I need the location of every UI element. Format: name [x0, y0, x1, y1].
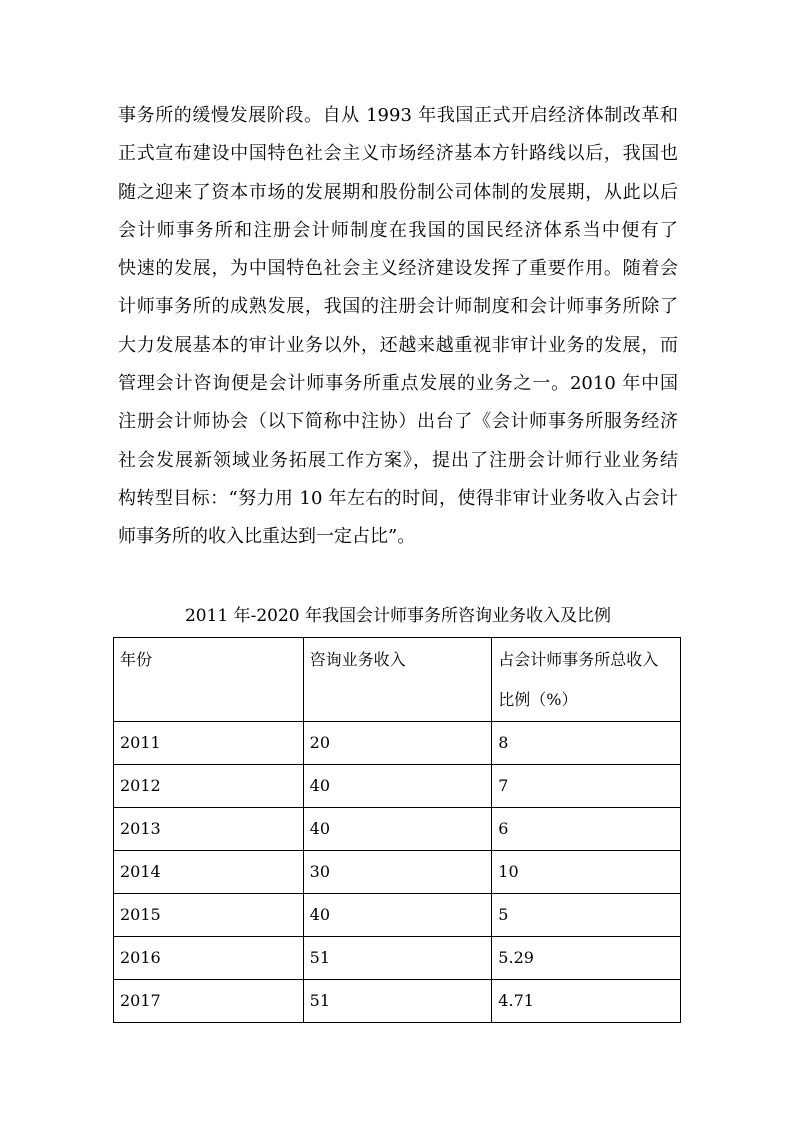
paragraph-line: 快速的发展，为中国特色社会主义经济建设发挥了重要作用。随着会 [118, 258, 678, 280]
table-header-cell: 年份 [114, 638, 304, 722]
table-cell: 2011 [114, 722, 304, 765]
table-cell: 4.71 [492, 980, 681, 1023]
table-row [114, 937, 681, 980]
table-cell: 2016 [114, 937, 304, 980]
table-row [114, 980, 681, 1023]
revenue-table [113, 637, 681, 1023]
paragraph-line: 正式宣布建设中国特色社会主义市场经济基本方针路线以后，我国也 [118, 143, 678, 165]
table-caption: 2011 年-2020 年我国会计师事务所咨询业务收入及比例 [184, 606, 612, 626]
table-cell: 40 [303, 808, 492, 851]
paragraph-line: 构转型目标：“努力用 10 年左右的时间，使得非审计业务收入占会计 [118, 487, 678, 509]
paragraph-line: 师事务所的收入比重达到一定占比”。 [118, 526, 416, 548]
paragraph-line: 大力发展基本的审计业务以外，还越来越重视非审计业务的发展，而 [118, 334, 678, 356]
table-cell: 5.29 [492, 937, 681, 980]
paragraph-line: 会计师事务所和注册会计师制度在我国的国民经济体系当中便有了 [118, 219, 678, 241]
table-cell: 8 [492, 722, 681, 765]
paragraph-line: 社会发展新领域业务拓展工作方案》，提出了注册会计师行业业务结 [118, 449, 678, 471]
table-cell: 5 [492, 894, 681, 937]
table-cell: 30 [303, 851, 492, 894]
table-cell: 2017 [114, 980, 304, 1023]
table-row [114, 722, 681, 765]
table-cell: 10 [492, 851, 681, 894]
paragraph-line: 管理会计咨询便是会计师事务所重点发展的业务之一。2010 年中国 [118, 373, 678, 395]
table-header-cell: 占会计师事务所总收入比例（%） [492, 638, 681, 722]
body-paragraph [118, 97, 678, 557]
table-header-row [114, 638, 681, 722]
table-cell: 51 [303, 980, 492, 1023]
paragraph-line: 注册会计师协会（以下简称中注协）出台了《会计师事务所服务经济 [118, 411, 678, 433]
table-cell: 6 [492, 808, 681, 851]
table-cell: 51 [303, 937, 492, 980]
table-cell: 20 [303, 722, 492, 765]
table-cell: 40 [303, 765, 492, 808]
paragraph-line: 计师事务所的成熟发展，我国的注册会计师制度和会计师事务所除了 [118, 296, 678, 318]
table-cell: 2012 [114, 765, 304, 808]
paragraph-line: 随之迎来了资本市场的发展期和股份制公司体制的发展期，从此以后 [118, 181, 678, 203]
table-row [114, 851, 681, 894]
table-cell: 2014 [114, 851, 304, 894]
table-cell: 2015 [114, 894, 304, 937]
table-cell: 7 [492, 765, 681, 808]
table-cell: 2013 [114, 808, 304, 851]
table-header-cell: 咨询业务收入 [303, 638, 492, 722]
table-row [114, 808, 681, 851]
paragraph-line: 事务所的缓慢发展阶段。自从 1993 年我国正式开启经济体制改革和 [118, 105, 678, 126]
table-cell: 40 [303, 894, 492, 937]
table-row [114, 894, 681, 937]
table-row [114, 765, 681, 808]
